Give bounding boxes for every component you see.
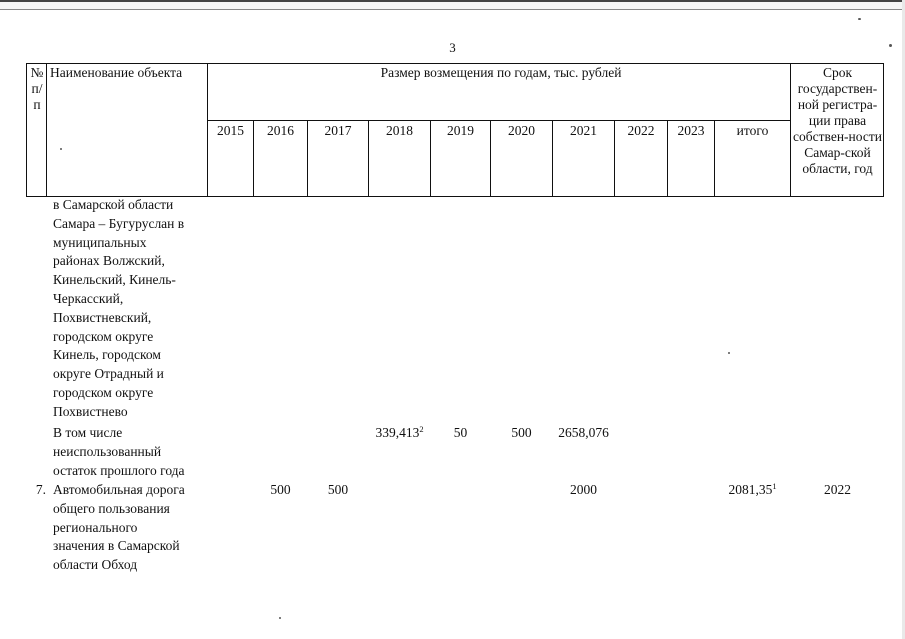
name-line: округе Отрадный и	[53, 366, 164, 382]
name-line: области Обход	[53, 557, 138, 573]
name-line: регионального	[53, 519, 138, 535]
scan-top-edge	[0, 0, 905, 10]
name-line: Кинельский, Кинель-	[53, 272, 176, 288]
name-line: Кинель, городском	[53, 347, 161, 363]
scan-speck	[889, 44, 892, 47]
value-2017: 500	[327, 482, 349, 497]
header-year-2015: 2015	[217, 123, 244, 138]
name-line: городском округе	[53, 384, 154, 400]
row-unused-balance-name	[53, 424, 185, 480]
name-line: в Самарской области	[53, 197, 174, 212]
name-line: Похвистневский,	[53, 309, 152, 325]
name-line: Черкасский,	[53, 290, 124, 306]
header-amount-group: Размер возмещения по годам, тыс. рублей	[380, 65, 622, 80]
name-line: муниципальных	[53, 234, 147, 250]
name-line: районах Волжский,	[53, 253, 165, 269]
header-year-2021: 2021	[570, 123, 597, 138]
header-year-2022: 2022	[627, 123, 655, 138]
name-line: значения в Самарской	[53, 538, 180, 554]
header-total: итого	[736, 123, 769, 138]
page-number: 3	[449, 40, 456, 55]
scan-speck	[728, 352, 730, 354]
header-year-2016: 2016	[267, 123, 294, 138]
header-year-2020: 2020	[508, 123, 535, 138]
table-header	[26, 63, 884, 197]
scan-speck	[60, 148, 62, 150]
value-2021: 2658,076	[558, 425, 609, 440]
row-continuation-name	[53, 196, 184, 422]
header-year-2018: 2018	[386, 123, 413, 138]
value-2020: 500	[511, 425, 532, 440]
header-year-2019: 2019	[447, 123, 474, 138]
value-total: 2081,35$^1$	[728, 481, 777, 497]
value-deadline: 2022	[824, 482, 851, 497]
name-line: В том числе	[53, 425, 123, 440]
scan-speck	[279, 617, 281, 619]
header-deadline: Срок государствен-ной регистра-ции права собствен-ности Самар-ской области, год	[793, 65, 882, 176]
name-line: общего пользования	[53, 500, 170, 516]
name-line: Самара – Бугуруслан в	[53, 215, 185, 231]
name-line: остаток прошлого года	[53, 462, 185, 478]
value-2021: 2000	[570, 482, 597, 497]
name-line: городском округе	[53, 328, 154, 344]
header-year-2017: 2017	[324, 123, 352, 138]
name-line: неиспользованный	[53, 443, 162, 459]
name-line: Похвистнево	[53, 403, 128, 419]
row-number: 7.	[35, 482, 46, 497]
row-item-7-name	[53, 481, 185, 575]
scan-speck	[858, 18, 861, 20]
value-2019: 50	[453, 425, 468, 440]
header-num: № п/п	[30, 65, 44, 112]
header-year-2023: 2023	[677, 123, 705, 138]
value-2016: 500	[270, 482, 291, 497]
header-name-text: Наименование объекта	[50, 65, 183, 80]
value-2018: 339,413$^2$	[375, 424, 424, 440]
name-line: Автомобильная дорога	[53, 482, 185, 497]
